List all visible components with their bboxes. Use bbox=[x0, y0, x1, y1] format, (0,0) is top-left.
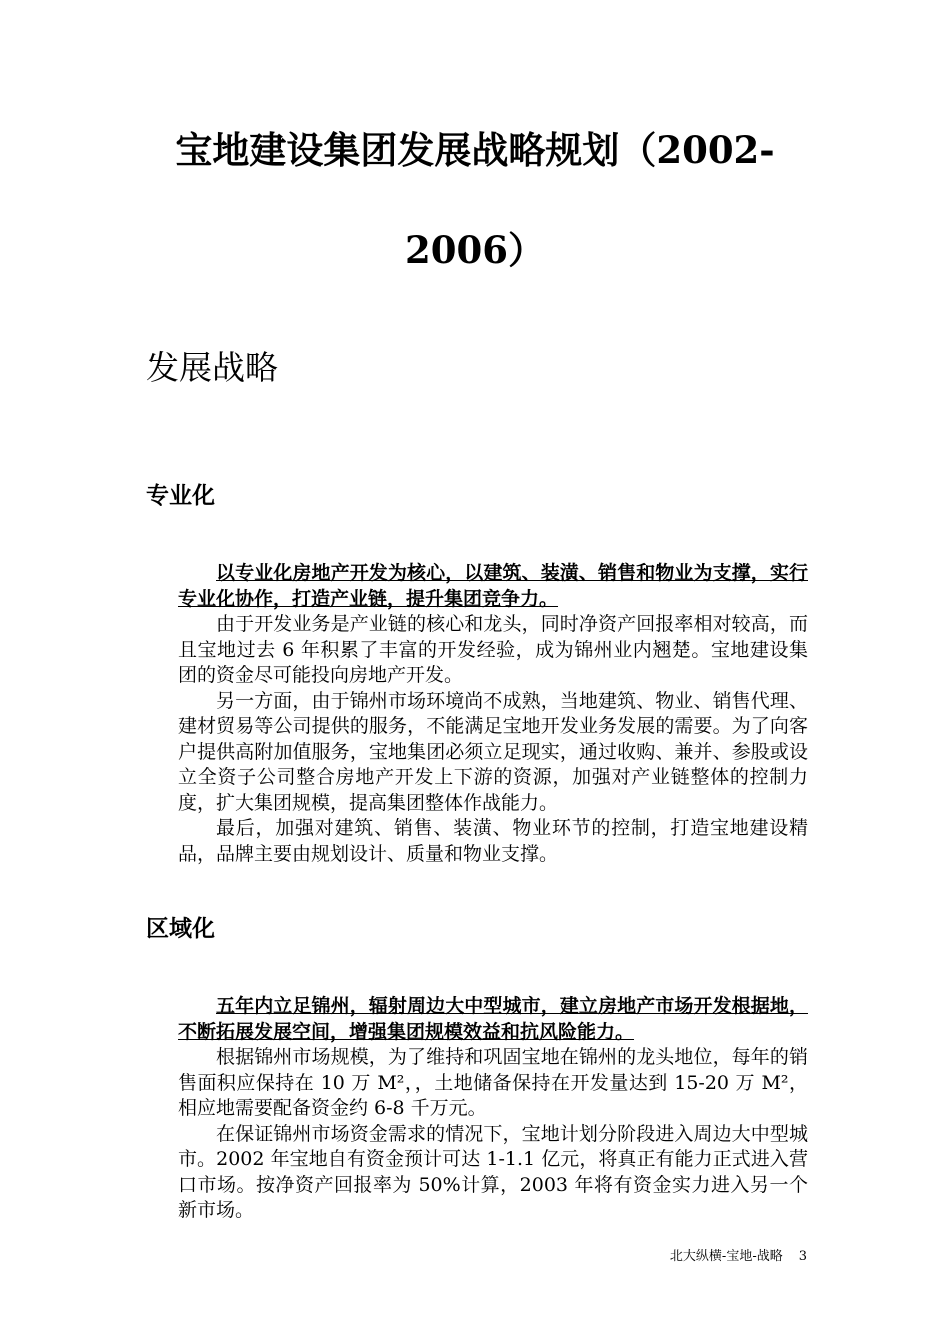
chapter-heading: 发展战略 bbox=[146, 348, 278, 387]
footer-text: 北大纵横-宝地-战略 bbox=[669, 1249, 783, 1264]
body-paragraph: 在保证锦州市场资金需求的情况下，宝地计划分阶段进入周边大中型城市。2002 年宝地自有资金预计可达 1-1.1 亿元，将真正有能力正式进入营口市场。按净资产回报率为 50%计算，2003 年将有资金实力进入另一个新市场。 bbox=[178, 1122, 808, 1221]
document-title-line-2: 2006） bbox=[405, 228, 545, 272]
section-body-regionalization bbox=[178, 994, 808, 1224]
section-lead-statement: 五年内立足锦州，辐射周边大中型城市，建立房地产市场开发根据地，不断拓展发展空间，增强集团规模效益和抗风险能力。 bbox=[178, 995, 808, 1043]
page-footer bbox=[670, 1250, 807, 1263]
body-paragraph: 最后，加强对建筑、销售、装潢、物业环节的控制，打造宝地建设精品，品牌主要由规划设计、质量和物业支撑。 bbox=[178, 817, 808, 865]
section-body-specialization bbox=[178, 561, 808, 867]
page-number: 3 bbox=[798, 1249, 807, 1264]
body-paragraph: 根据锦州市场规模，为了维持和巩固宝地在锦州的龙头地位，每年的销售面积应保持在 10 万 M²，，土地储备保持在开发量达到 15-20 万 M²，相应地需要配备资金约 6-8 千万元。 bbox=[178, 1046, 808, 1119]
body-paragraph: 另一方面，由于锦州市场环境尚不成熟，当地建筑、物业、销售代理、建材贸易等公司提供的服务，不能满足宝地开发业务发展的需要。为了向客户提供高附加值服务，宝地集团必须立足现实，通过收购、兼并、参股或设立全资子公司整合房地产开发上下游的资源，加强对产业链整体的控制力度，扩大集团规模，提高集团整体作战能力。 bbox=[178, 689, 808, 814]
document-title-line-1: 宝地建设集团发展战略规划（2002- bbox=[175, 128, 775, 172]
section-heading-specialization: 专业化 bbox=[146, 483, 215, 509]
section-heading-regionalization: 区域化 bbox=[146, 916, 215, 942]
section-lead-statement: 以专业化房地产开发为核心，以建筑、装潢、销售和物业为支撑，实行专业化协作，打造产业链，提升集团竞争力。 bbox=[178, 562, 808, 610]
body-paragraph: 由于开发业务是产业链的核心和龙头，同时净资产回报率相对较高，而且宝地过去 6 年积累了丰富的开发经验，成为锦州业内翘楚。宝地建设集团的资金尽可能投向房地产开发。 bbox=[178, 613, 808, 686]
